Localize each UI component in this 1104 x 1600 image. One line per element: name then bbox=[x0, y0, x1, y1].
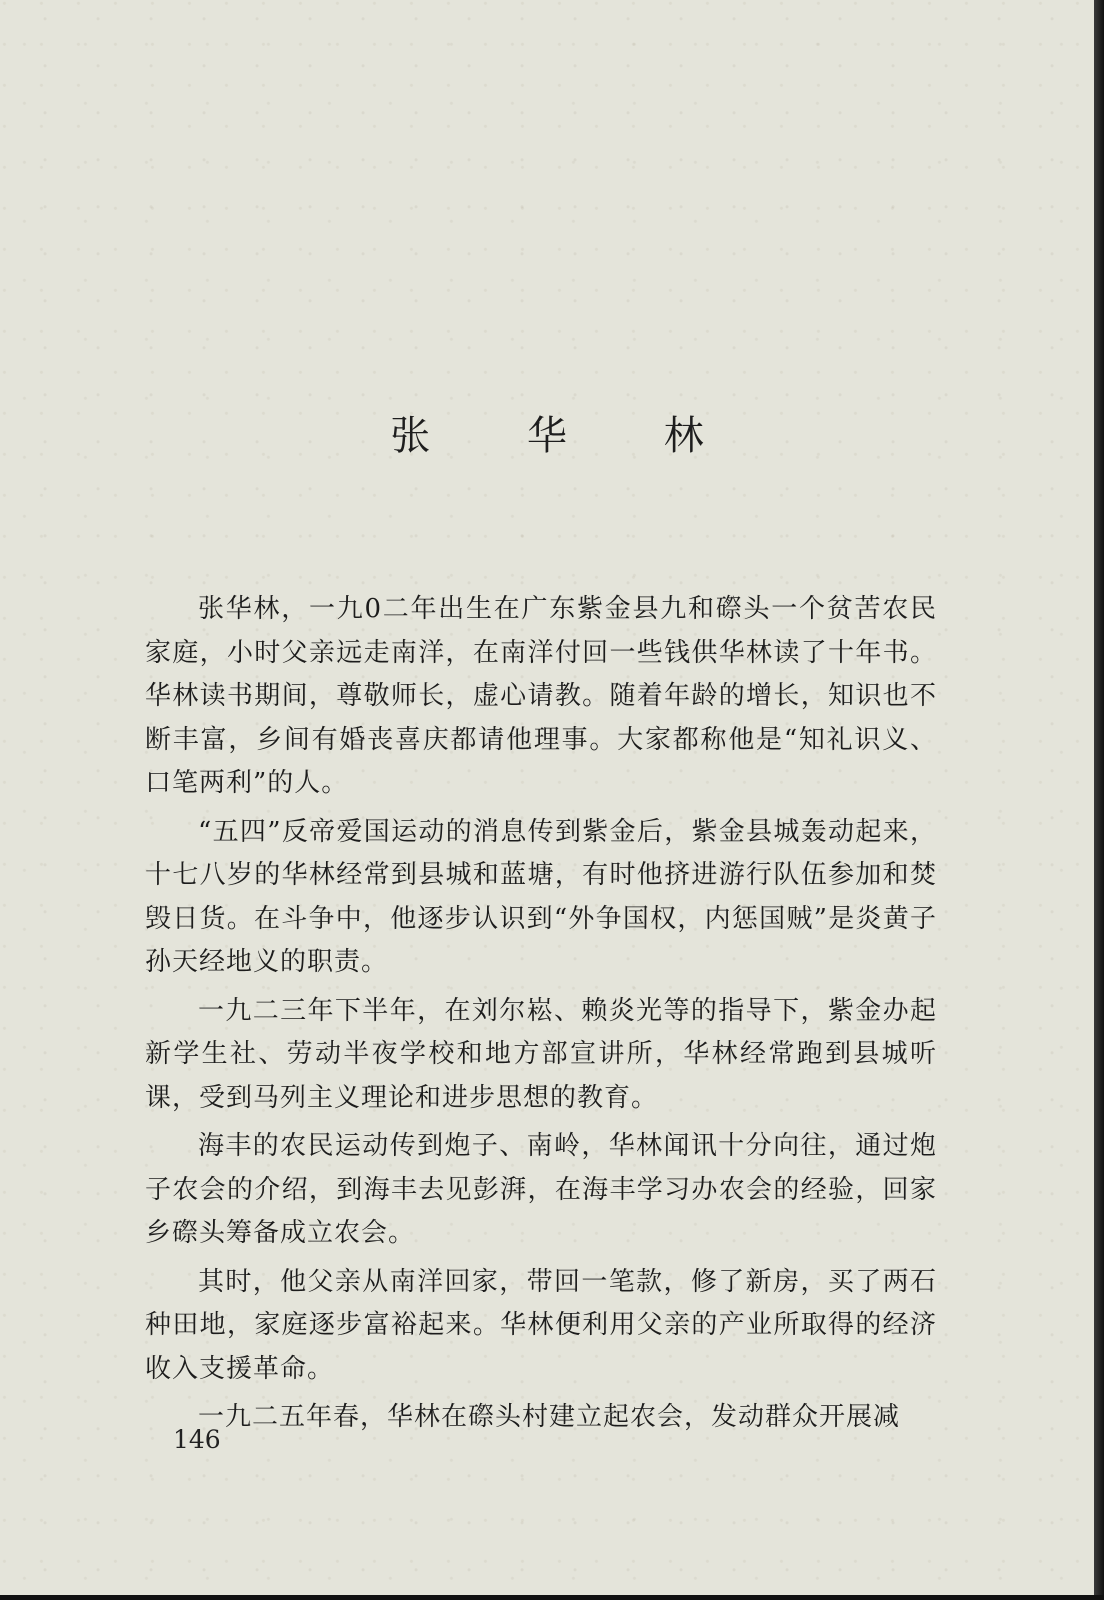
paragraph: 张华林，一九0二年出生在广东紫金县九和磜头一个贫苦农民家庭，小时父亲远走南洋，在南洋付回一些钱供华林读了十年书。华林读书期间，尊敬师长，虚心请教。随着年龄的增长，知识也不断丰富，乡间有婚丧喜庆都请他理事。大家都称他是“知礼识义、口笔两利”的人。 bbox=[145, 594, 937, 798]
paragraph: 其时，他父亲从南洋回家，带回一笔款，修了新房，买了两石种田地，家庭逐步富裕起来。华林便利用父亲的产业所取得的经济收入支援革命。 bbox=[145, 1266, 937, 1384]
scan-edge-bottom bbox=[0, 1595, 1104, 1600]
paragraph: 一九二三年下半年，在刘尔崧、赖炎光等的指导下，紫金办起新学生社、劳动半夜学校和地方部宣讲所，华林经常跑到县城听课，受到马列主义理论和进步思想的教育。 bbox=[145, 995, 937, 1113]
scan-edge-right bbox=[1094, 0, 1104, 1600]
paragraph: 一九二五年春，华林在磜头村建立起农会，发动群众开展减 bbox=[198, 1402, 901, 1432]
paragraph: “五四”反帝爱国运动的消息传到紫金后，紫金县城轰动起来，十七八岁的华林经常到县城和蓝塘，有时他挤进游行队伍参加和焚毁日货。在斗争中，他逐步认识到“外争国权，内惩国贼”是炎黄子孙天经地义的职责。 bbox=[145, 816, 937, 977]
page-number: 146 bbox=[173, 1425, 221, 1454]
article-body bbox=[145, 588, 937, 1445]
paragraph: 海丰的农民运动传到炮子、南岭，华林闻讯十分向往，通过炮子农会的介绍，到海丰去见彭湃，在海丰学习办农会的经验，回家乡磜头筹备成立农会。 bbox=[145, 1131, 937, 1248]
article-title: 张 华 林 bbox=[390, 413, 746, 459]
